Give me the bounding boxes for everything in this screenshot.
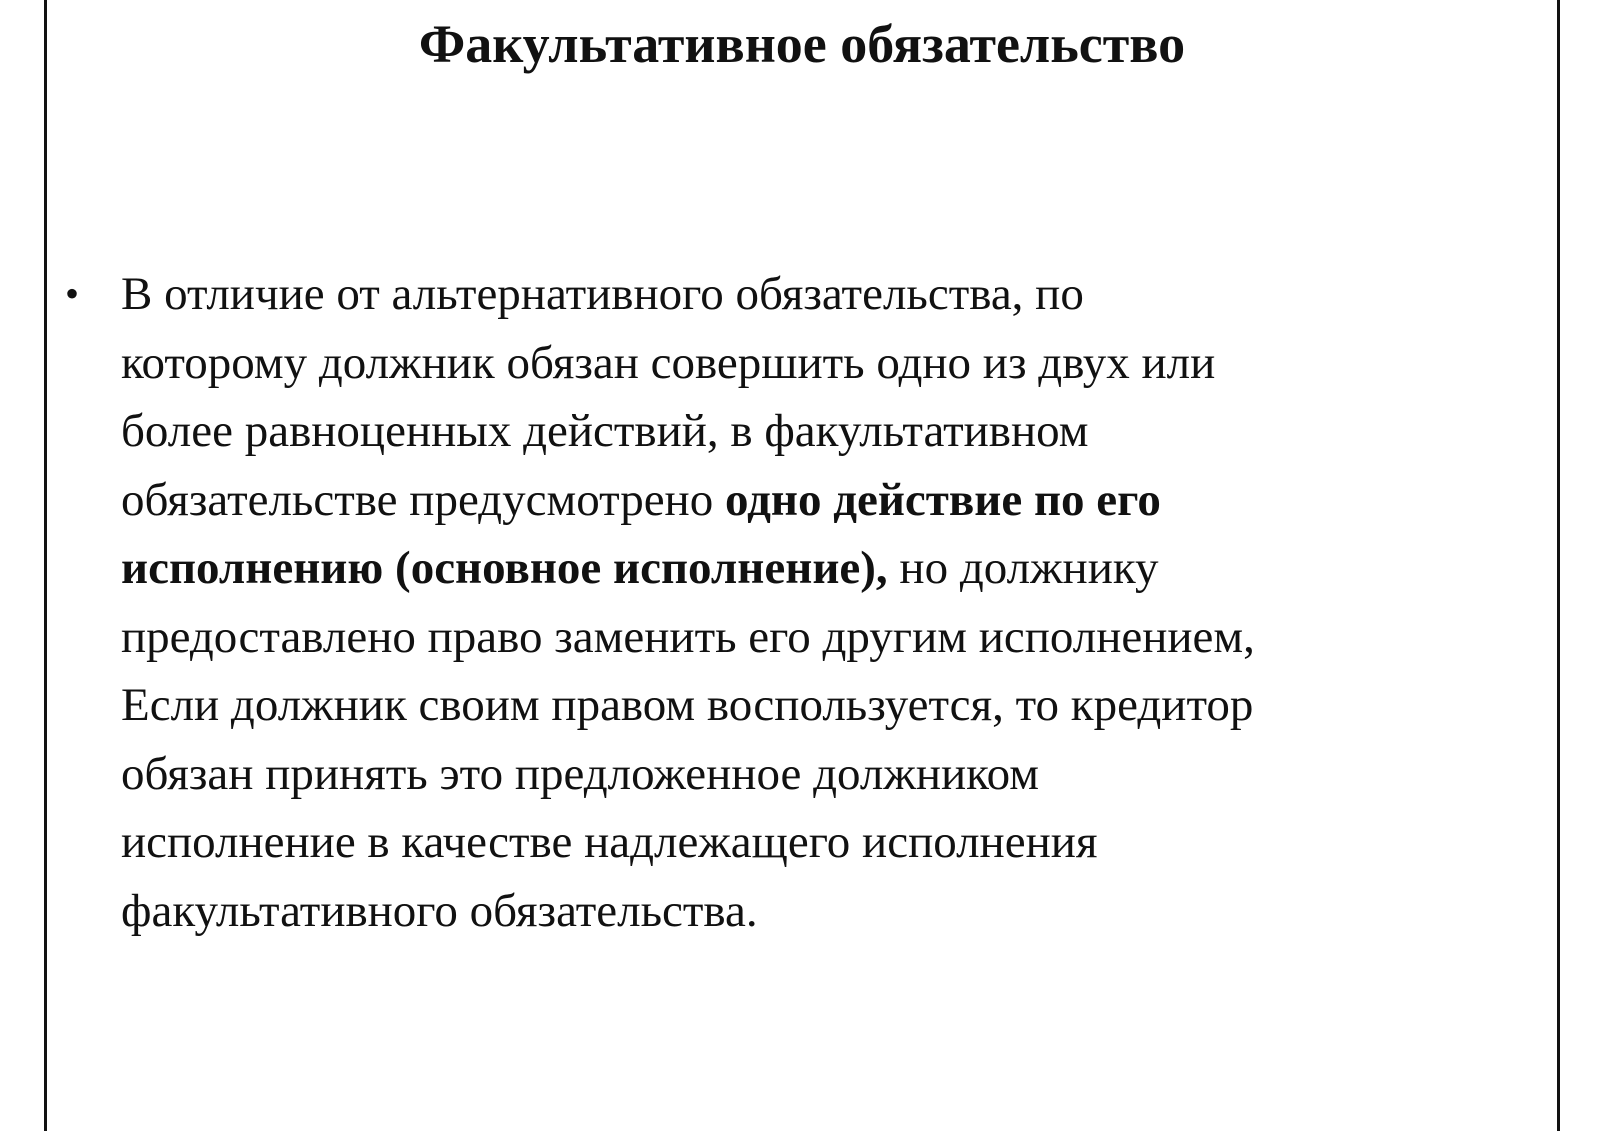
text-line xyxy=(121,534,1547,603)
text-run: предоставлено право заменить его другим исполнением, xyxy=(121,610,1255,663)
text-line xyxy=(121,329,1547,398)
bullet-text xyxy=(121,260,1547,945)
text-run: Если должник своим правом воспользуется, то кредитор xyxy=(121,679,1254,731)
text-run: исполнение в качестве надлежащего исполнения xyxy=(121,816,1098,868)
slide-title: Факультативное обязательство xyxy=(418,14,1186,74)
text-line xyxy=(121,808,1547,877)
bullet-icon: • xyxy=(65,271,80,316)
text-run: но должнику xyxy=(887,542,1159,594)
text-run: обязан принять это предложенное должником xyxy=(121,747,1039,800)
bold-text-run: одно действие по его xyxy=(724,473,1161,526)
bullet-list xyxy=(47,260,1557,945)
text-line xyxy=(121,671,1547,740)
bullet-item xyxy=(47,260,1557,945)
text-run: факультативного обязательства. xyxy=(121,884,758,937)
text-run: которому должник обязан совершить одно из двух или xyxy=(121,336,1216,389)
text-run: В отличие от альтернативного обязательства, по xyxy=(121,268,1084,320)
slide xyxy=(44,0,1560,1131)
text-line xyxy=(121,397,1547,466)
text-line xyxy=(121,466,1547,535)
text-line xyxy=(121,877,1547,946)
bold-text-run: исполнению (основное исполнение), xyxy=(121,542,888,594)
text-line xyxy=(121,740,1547,809)
text-run: более равноценных действий, в факультативном xyxy=(121,405,1089,457)
text-run: обязательстве предусмотрено xyxy=(121,473,725,526)
text-line xyxy=(121,603,1547,672)
text-line xyxy=(121,260,1547,329)
